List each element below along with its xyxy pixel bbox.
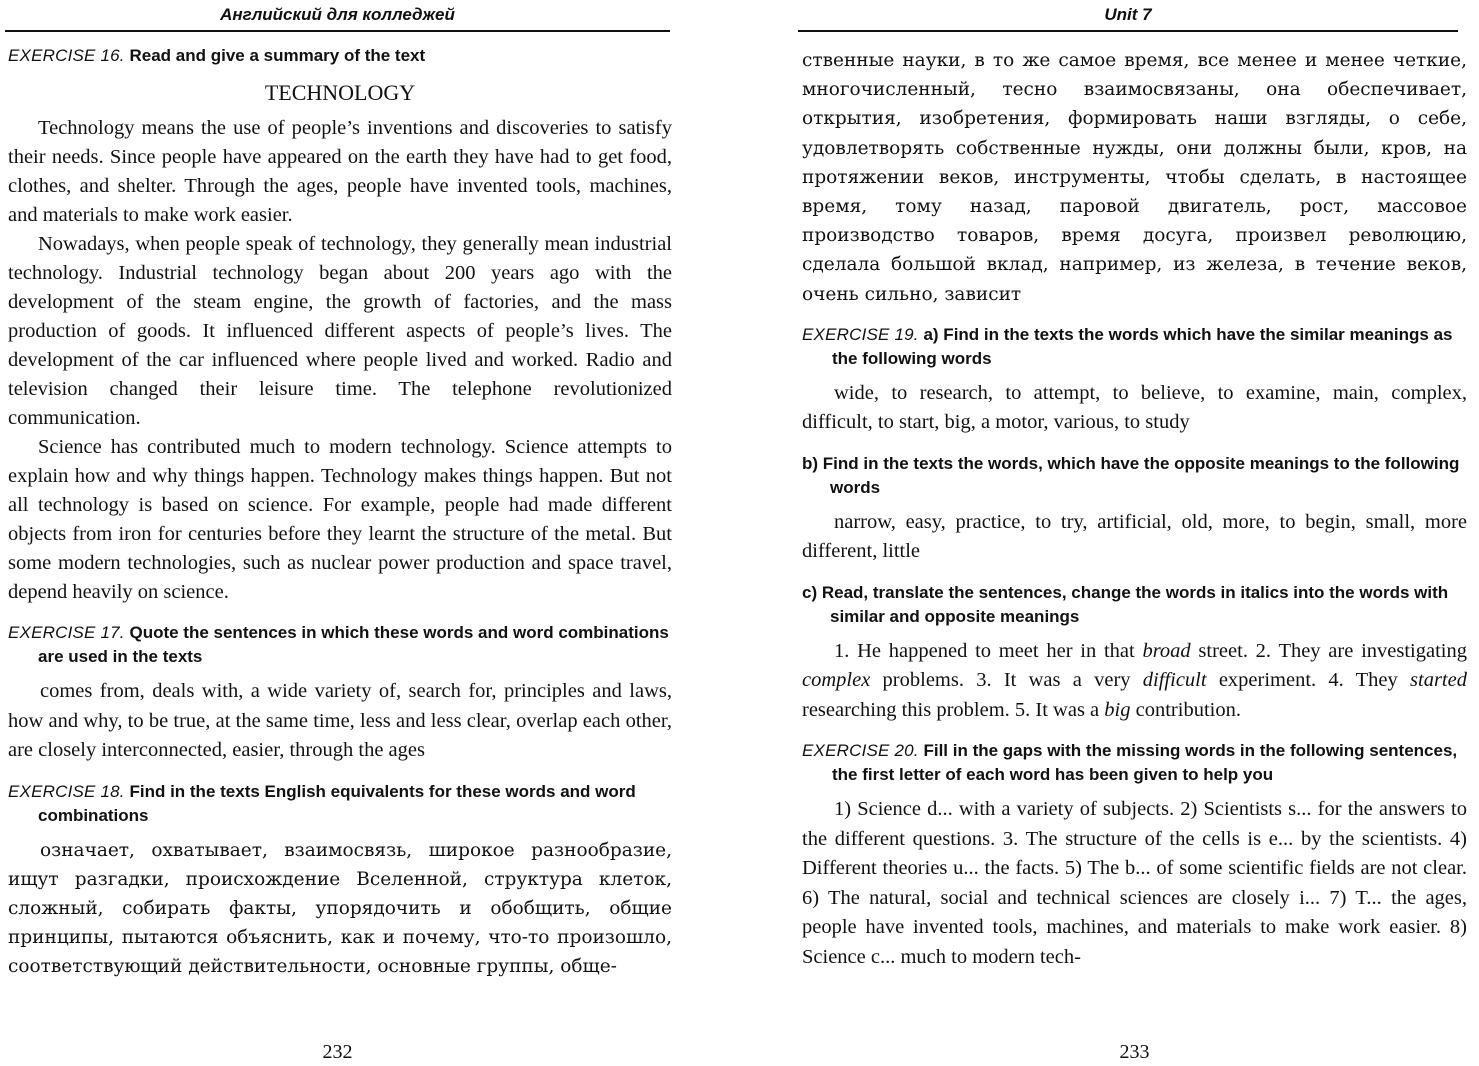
running-head-right: Unit 7 (1104, 5, 1152, 24)
sentence-text: researching this problem. 5. It was a (802, 698, 1105, 721)
exercise-17-words: comes from, deals with, a wide variety of, search for, principles and laws, how and why, to be true, at the same time, less and less clear, overlap each other, are closely interconnected, easier, through the ages (8, 680, 672, 761)
exercise-19-label: EXERCISE 19. (802, 324, 919, 344)
page-number-left: 232 (322, 1041, 353, 1063)
exercise-17-heading (8, 621, 672, 669)
exercise-16-instruction: Read and give a summary of the text (129, 46, 426, 65)
sentence-text: 1. He happened to meet her in that (834, 639, 1143, 662)
exercise-16-label: EXERCISE 16. (8, 46, 125, 65)
sentence-text: problems. 3. It was a very (870, 669, 1143, 692)
paragraph-2: Nowadays, when people speak of technology, they generally mean industrial technology. Industrial technology began about 200 years ago with the development of the steam engine, the growth of factories, and the mass production of goods. It influenced different aspects of people’s lives. The development of the car influenced where people lived and worked. Radio and television changed their leisure time. The telephone revolutionized communication. (8, 233, 672, 429)
italic-word: big (1104, 698, 1131, 721)
exercise-17-instruction: Quote the sentences in which these words and word combinations are used in the texts (38, 623, 669, 666)
left-page (0, 0, 675, 1066)
right-page (790, 0, 1465, 1066)
exercise-19-part-c: c) Read, translate the sentences, change the words in italics into the words with similar and opposite meanings (802, 582, 1449, 626)
exercise-20-label: EXERCISE 20. (802, 741, 919, 761)
exercise-19-heading (802, 323, 1467, 371)
italic-word: started (1410, 669, 1467, 692)
exercise-16-heading (8, 44, 672, 68)
exercise-20-heading (802, 739, 1467, 787)
exercise-18-words-ru: означает, охватывает, взаимосвязь, широкое разнообразие, ищут разгадки, происхождение Вселенной, структура клеток, сложный, собирать факты, упорядочить и обобщить, общие принципы, пытаются объяснить, как и почему, что-то произошло, соответствующий действительности, основные группы, обще- (8, 839, 672, 978)
exercise-18-label: EXERCISE 18. (8, 781, 125, 801)
header-rule-right (798, 30, 1458, 32)
text-title: TECHNOLOGY (264, 80, 416, 105)
exercise-20-instruction: Fill in the gaps with the missing words in the following sentences, the first letter of each word has been given to help you (832, 741, 1458, 785)
page-number-right: 233 (1119, 1041, 1150, 1063)
exercise-19-words-a: wide, to research, to attempt, to believe, to examine, main, complex, difficult, to start, big, a motor, various, to study (802, 381, 1467, 434)
exercise-19-sentences-c (802, 637, 1467, 726)
right-page-content (802, 38, 1467, 972)
running-head-left: Английский для колледжей (220, 5, 455, 24)
paragraph-1: Technology means the use of people’s inventions and discoveries to satisfy their needs. Since people have appeared on the earth they have had to get food, clothes, and shelter. Through the ages, people have invented tools, machines, and materials to make work easier. (8, 117, 672, 226)
italic-word: complex (802, 669, 871, 692)
exercise-18-heading (8, 780, 672, 828)
exercise-20-text: 1) Science d... with a variety of subjects. 2) Scientists s... for the answers to the different questions. 3. The structure of the cells is e... by the scientists. 4) Different theories u... the facts. 5) The b... of some scientific fields are not clear. 6) The natural, social and technical sciences are closely i... 7) T... the ages, people have invented tools, machines, and materials to make work easier. 8) Science c... much to modern tech- (802, 798, 1467, 968)
exercise-19-part-a: a) Find in the texts the words which have the similar meanings as the following words (832, 324, 1453, 368)
exercise-19-words-b: narrow, easy, practice, to try, artificial, old, more, to begin, small, more different, little (802, 510, 1467, 563)
paragraph-3: Science has contributed much to modern technology. Science attempts to explain how and why things happen. Technology makes things happen. But not all technology is based on science. For example, people had made different objects from iron for centuries before they learnt the structure of the metal. But some modern technologies, such as nuclear power production and space travel, depend heavily on science. (8, 436, 672, 603)
sentence-text: contribution. (1130, 698, 1241, 721)
header-rule-left (5, 30, 670, 32)
italic-word: broad (1142, 639, 1191, 662)
exercise-18-instruction: Find in the texts English equivalents for these words and word combinations (38, 781, 636, 825)
exercise-17-label: EXERCISE 17. (8, 623, 125, 642)
sentence-text: experiment. 4. They (1206, 669, 1411, 692)
left-page-content (8, 38, 672, 982)
sentence-text: street. 2. They are investigating (1190, 639, 1467, 662)
exercise-19-part-b: b) Find in the texts the words, which have the opposite meanings to the following words (802, 453, 1460, 497)
italic-word: difficult (1142, 669, 1207, 692)
exercise-18-continued: ственные науки, в то же самое время, все менее и менее четкие, многочисленный, тесно взаимосвязаны, она обеспечивает, открытия, изобретения, формировать наши взгляды, о себе, удовлетворять собственные нужды, они должны были, кров, на протяжении веков, инструменты, чтобы сделать, в настоящее время, тому назад, паровой двигатель, рост, массовое производство товаров, время досуга, произвел революцию, сделала большой вклад, например, из железа, в течение веков, очень сильно, зависит (802, 50, 1467, 305)
